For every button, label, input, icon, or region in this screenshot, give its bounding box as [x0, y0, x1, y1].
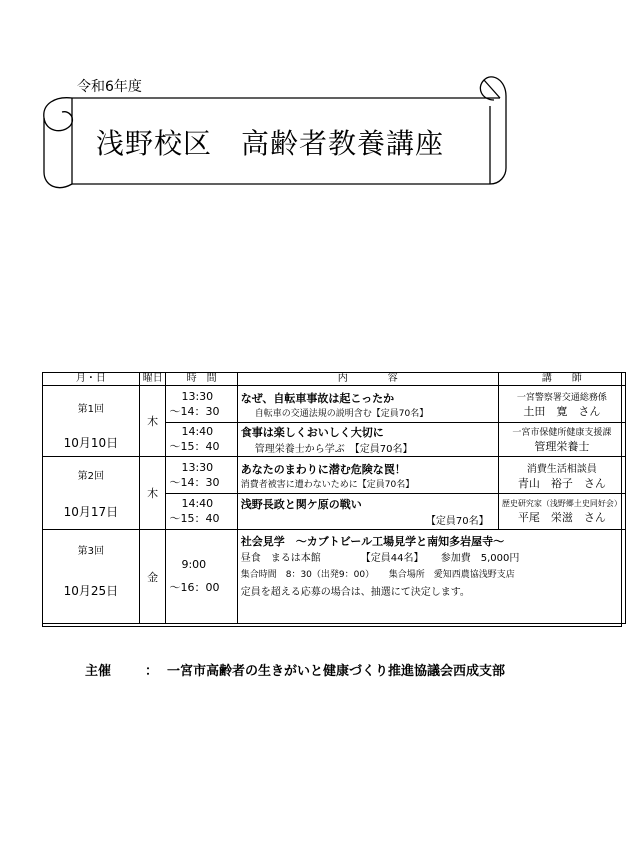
col-header-date: 月・日 [43, 373, 140, 386]
session1-item1-time: 13:30 ～14：30 [166, 386, 237, 423]
table-row [43, 530, 626, 624]
table-row [43, 386, 626, 423]
session3-date-cell [43, 530, 140, 624]
session1-date-cell [43, 386, 140, 457]
fiscal-year: 令和6年度 [77, 79, 142, 95]
organizer-label: 主催 [85, 664, 112, 679]
session2-item1-content: あなたのまわりに潜む危険な罠！ 消費者被害に遭わないために【定員70名】 [237, 457, 498, 494]
page-title: 浅野校区 高齢者教養講座 [96, 127, 445, 160]
session3-date: 10月25日 [63, 584, 119, 598]
session2-date: 10月17日 [63, 505, 119, 519]
session2-date-cell [43, 457, 140, 530]
organizer-name: 一宮市高齢者の生きがいと健康づくり推進協議会西成支部 [167, 664, 506, 679]
session2-item2-content: 浅野長政と関ケ原の戦い 【定員70名】 [237, 494, 498, 530]
session3-time: 9:00 ～16：00 [166, 530, 237, 624]
session2-item1-time: 13:30 ～14：30 [166, 457, 237, 494]
col-header-weekday: 曜日 [139, 373, 166, 386]
session2-item1-lecturer: 消費生活相談員 青山 裕子 さん [498, 457, 625, 494]
organizer-line [85, 660, 505, 679]
col-header-lecturer: 講 師 [498, 373, 625, 386]
session1-weekday: 木 [139, 386, 166, 457]
session1-item2-content: 食事は楽しくおいしく大切に 管理栄養士から学ぶ 【定員70名】 [237, 423, 498, 457]
schedule-table [42, 372, 626, 624]
session1-item1-lecturer: 一宮警察署交通総務係 土田 寛 さん [498, 386, 625, 423]
session2-item2-lecturer: 歴史研究家（浅野郷土史同好会） 平尾 栄滋 さん [498, 494, 625, 530]
session2-weekday: 木 [139, 457, 166, 530]
session1-item2-time: 14:40 ～15：40 [166, 423, 237, 457]
session3-number: 第3回 [77, 546, 105, 557]
table-row [43, 457, 626, 494]
session3-weekday: 金 [139, 530, 166, 624]
session1-item1-content: なぜ、自転車事故は起こったか 自転車の交通法規の説明含む【定員70名】 [237, 386, 498, 423]
col-header-content: 内 容 [237, 373, 498, 386]
session1-number: 第1回 [77, 404, 105, 415]
session1-item2-lecturer: 一宮市保健所健康支援課 管理栄養士 [498, 423, 625, 457]
session2-number: 第2回 [77, 471, 105, 482]
session2-item2-time: 14:40 ～15：40 [166, 494, 237, 530]
session3-content: 社会見学 ～カブトビール工場見学と南知多岩屋寺～ 昼食 まるは本館 【定員44名】 参加費 5,000円 集合時間 8：30（出発9：00） 集合場所 愛知西農協浅野支店 定員を超える応募の場合は、抽選にて決定します。 [237, 530, 625, 624]
organizer-colon: ： [145, 664, 159, 679]
table-header-row [43, 373, 626, 386]
session1-date: 10月10日 [63, 436, 119, 450]
col-header-time: 時 間 [166, 373, 237, 386]
